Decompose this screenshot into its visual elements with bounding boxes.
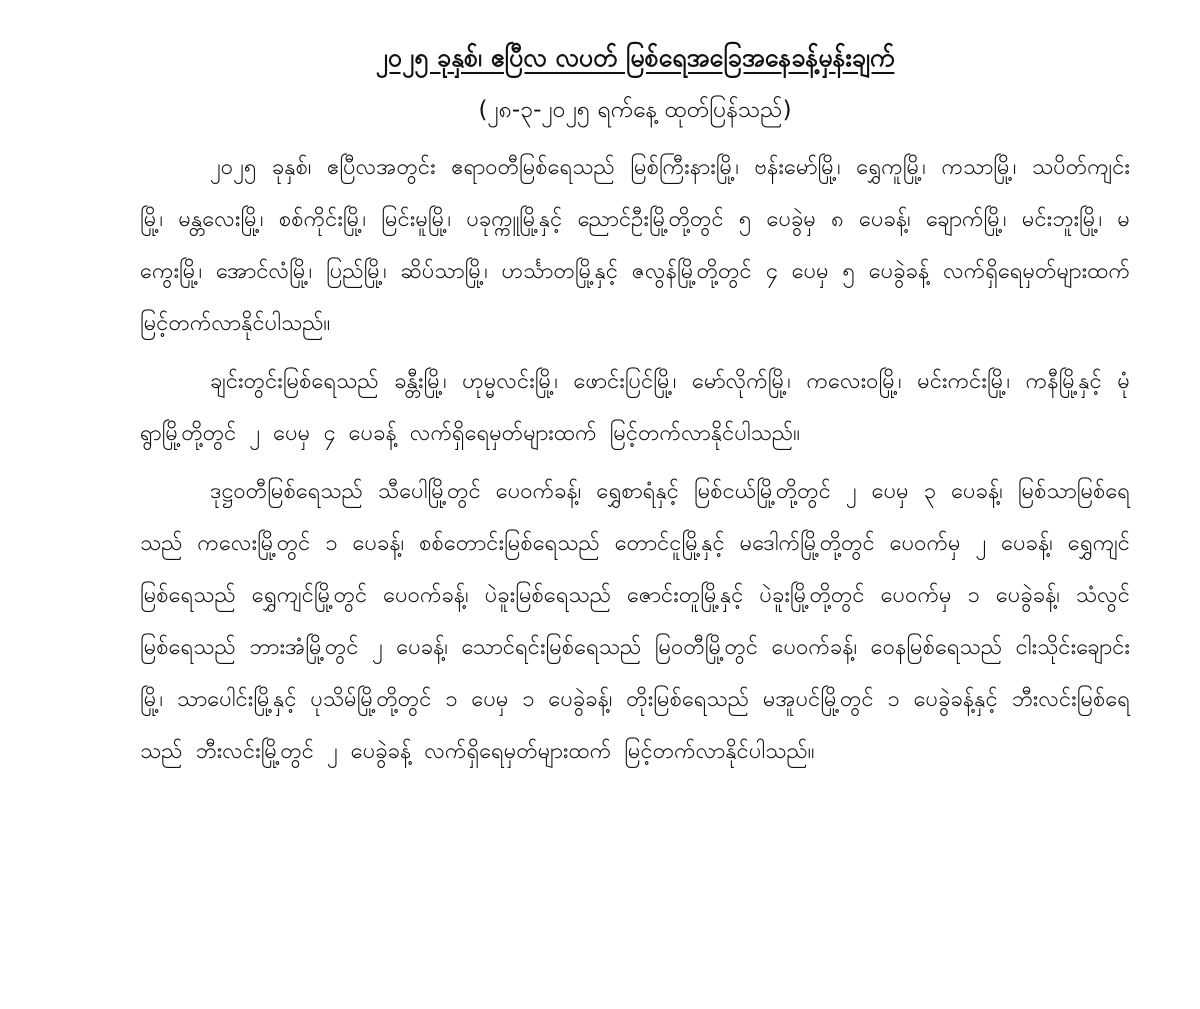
paragraph-ayeyarwady: ၂၀၂၅ ခုနှစ်၊ ဧပြီလအတွင်း ဧရာဝတီမြစ်ရေသည် မြစ်ကြီးနားမြို့၊ ဗန်းမော်မြို့၊ ရွှေကူမြို့၊ ကသာမြို့၊ သပိတ်ကျင်းမြို့၊ မန္တလေးမြို့၊ စစ်ကိုင်းမြို့၊ မြင်းမူမြို့၊ ပခုက္ကူမြို့နှင့် ညောင်ဦးမြို့တို့တွင် ၅ ပေခွဲမှ ၈ ပေခန့်၊ ချောက်မြို့၊ မင်းဘူးမြို့၊ မကွေးမြို့၊ အောင်လံမြို့၊ ပြည်မြို့၊ ဆိပ်သာမြို့၊ ဟင်္သာတမြို့နှင့် ဇလွန်မြို့တို့တွင် ၄ ပေမှ ၅ ပေခွဲခန့် လက်ရှိရေမှတ်များထက် မြင့်တက်လာနိုင်ပါသည်။: [140, 155, 1130, 336]
paragraph-other-rivers: ဒုဋ္ဌဝတီမြစ်ရေသည် သီပေါမြို့တွင် ပေဝက်ခန့်၊ ရွှေစာရံနှင့် မြစ်ငယ်မြို့တို့တွင် ၂ ပေမှ ၃ ပေခန့်၊ မြစ်သာမြစ်ရေသည် ကလေးမြို့တွင် ၁ ပေခန့်၊ စစ်တောင်းမြစ်ရေသည် တောင်ငူမြို့နှင့် မဒေါက်မြို့တို့တွင် ပေဝက်မှ ၂ ပေခန့်၊ ရွှေကျင်မြစ်ရေသည် ရွှေကျင်မြို့တွင် ပေဝက်ခန့်၊ ပဲခူးမြစ်ရေသည် ဇောင်းတူမြို့နှင့် ပဲခူးမြို့တို့တွင် ပေဝက်မှ ၁ ပေခွဲခန့်၊ သံလွင်မြစ်ရေသည် ဘားအံမြို့တွင် ၂ ပေခန့်၊ သောင်ရင်းမြစ်ရေသည် မြဝတီမြို့တွင် ပေဝက်ခန့်၊ ဝေနမြစ်ရေသည် ငါးသိုင်းချောင်းမြို့၊ သာပေါင်းမြို့နှင့် ပုသိမ်မြို့တို့တွင် ၁ ပေမှ ၁ ပေခွဲခန့်၊ တိုးမြစ်ရေသည် မအူပင်မြို့တွင် ၁ ပေခွဲခန့်နှင့် ဘီးလင်းမြစ်ရေသည် ဘီးလင်းမြို့တွင် ၂ ပေခွဲခန့် လက်ရှိရေမှတ်များထက် မြင့်တက်လာနိုင်ပါသည်။: [140, 479, 1130, 764]
document-page: [140, 40, 1130, 980]
paragraph-chindwin: ချင်းတွင်းမြစ်ရေသည် ခန္တီးမြို့၊ ဟုမ္မလင်းမြို့၊ ဖောင်းပြင်မြို့၊ မော်လိုက်မြို့၊ ကလေးဝမြို့၊ မင်းကင်းမြို့၊ ကနီမြို့နှင့် မုံရွာမြို့တို့တွင် ၂ ပေမှ ၄ ပေခန့် လက်ရှိရေမှတ်များထက် မြင့်တက်လာနိုင်ပါသည်။: [140, 369, 1130, 446]
document-title: ၂၀၂၅ ခုနှစ်၊ ဧပြီလ လပတ် မြစ်ရေအခြေအနေခန့်မှန်းချက်: [375, 43, 895, 72]
release-date: (၂၈-၃-၂၀၂၅ ရက်နေ့ ထုတ်ပြန်သည်): [478, 97, 792, 123]
